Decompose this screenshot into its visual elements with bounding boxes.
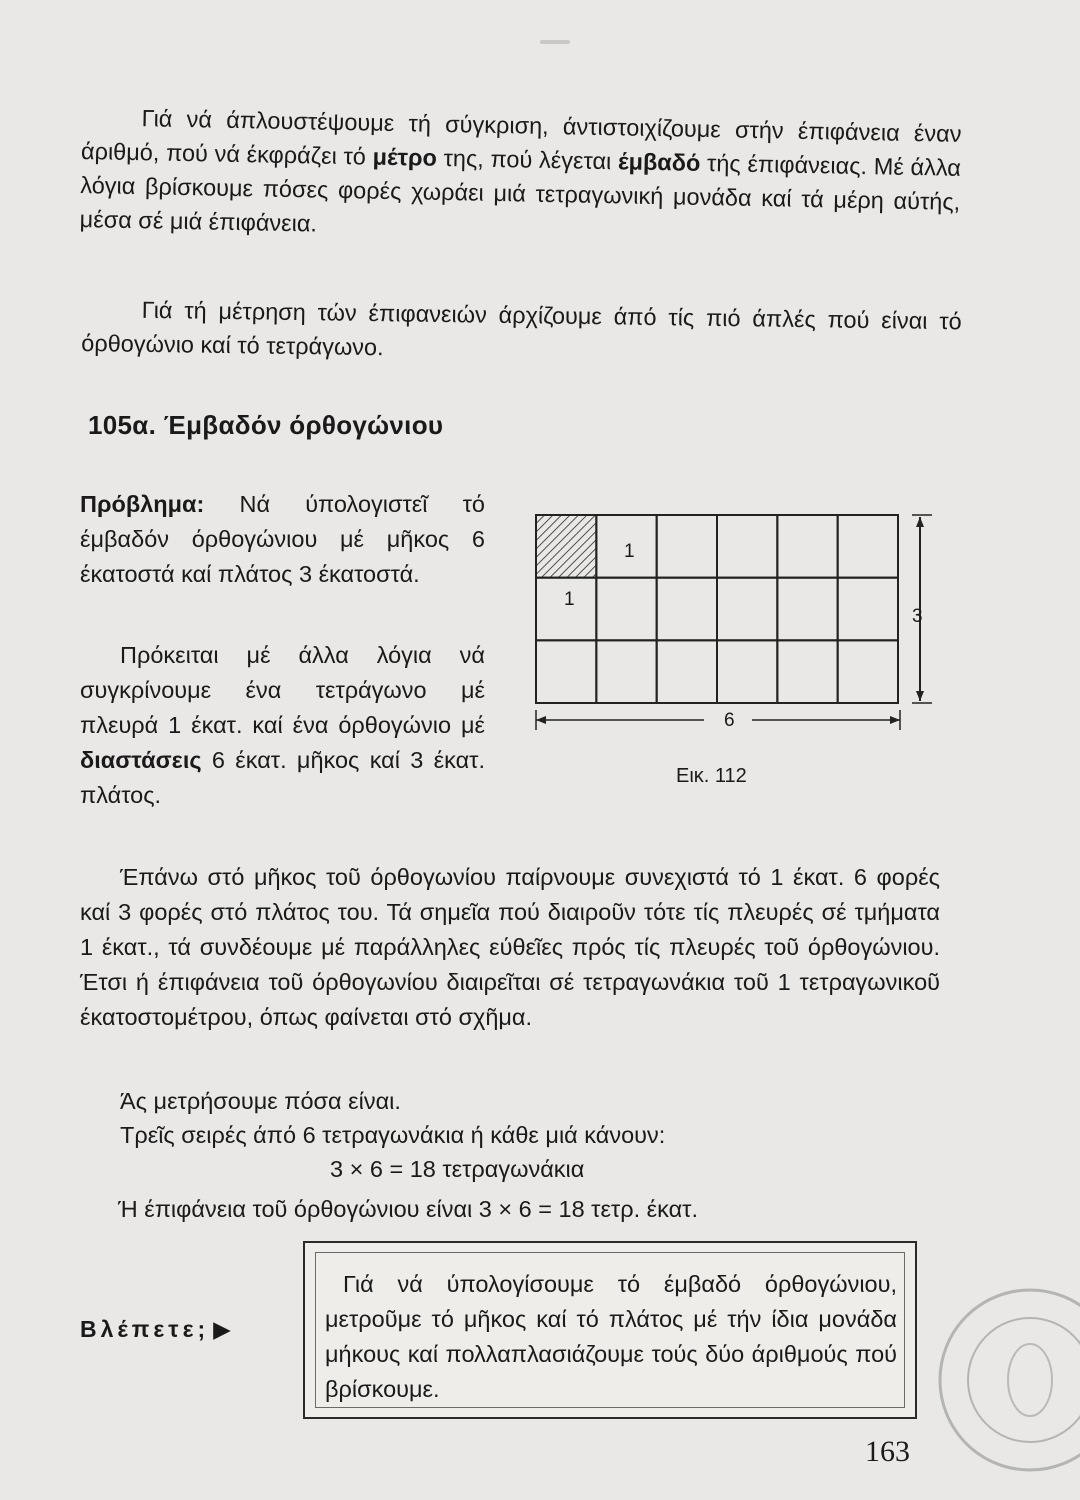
grid-cell xyxy=(657,640,717,703)
intro-paragraph-1 xyxy=(79,100,961,253)
grid-cell xyxy=(838,515,898,578)
equation-line: 3 × 6 = 18 τετραγωνάκια xyxy=(330,1156,585,1182)
unit-top-label: 1 xyxy=(624,541,635,562)
intro-text: της, πού λέγεται xyxy=(436,144,619,175)
show-through-mark xyxy=(540,40,570,44)
grid-group xyxy=(536,515,898,703)
explanation-text: Πρόκειται μέ άλλα λόγια νά συγκρίνουμε ένα τετράγωνο μέ πλευρά 1 έκατ. καί ένα όρθογώνιο μέ xyxy=(80,642,485,738)
page-number: 163 xyxy=(865,1435,910,1468)
width-label: 6 xyxy=(724,710,735,731)
figure-caption: Εικ. 112 xyxy=(676,765,747,787)
grid-cell xyxy=(536,640,596,703)
grid-cell xyxy=(717,578,777,641)
explanation-paragraph-1 xyxy=(80,638,485,813)
library-stamp xyxy=(930,1280,1080,1480)
arrow-right-icon: ▶ xyxy=(213,1316,235,1342)
unit-square-cell xyxy=(536,515,596,578)
grid-cell xyxy=(777,515,837,578)
intro-text: Γιά νά άπλουστέψουμε τή σύγκριση, άντιστοιχίζουμε στήν έπιφάνεια έναν άριθμό, πού νά έκφράζει τό xyxy=(80,105,962,170)
see-callout xyxy=(80,1316,235,1343)
rule-box xyxy=(303,1241,917,1419)
problem-label: Πρόβλημα: xyxy=(80,491,205,517)
unit-side-label: 1 xyxy=(564,589,575,610)
grid-cell xyxy=(596,578,656,641)
grid-cell xyxy=(777,578,837,641)
term-diastaseis: διαστάσεις xyxy=(80,747,202,773)
see-label: Βλέπετε; xyxy=(80,1316,210,1342)
grid-cell xyxy=(717,640,777,703)
figure-rectangle-grid xyxy=(520,505,940,740)
grid-cell xyxy=(838,578,898,641)
height-label: 3 xyxy=(912,606,923,627)
problem-statement xyxy=(80,487,485,592)
grid-cell xyxy=(777,640,837,703)
grid-cell xyxy=(657,578,717,641)
width-dimension xyxy=(536,710,900,730)
rule-text: Γιά νά ύπολογίσουμε τό έμβαδό όρθογώνιου, μετροῦμε τό μῆκος καί τό πλάτος μέ τήν ίδια μονάδα μήκους καί πολλαπλασιάζουμε τούς δύο άριθμούς πού βρίσκουμε. xyxy=(325,1271,897,1402)
grid-cell xyxy=(596,640,656,703)
intro-paragraph-2: Γιά τή μέτρηση τών έπιφανειών άρχίζουμε άπό τίς πιό άπλές πού είναι τό όρθογώνιο καί τό τετράγωνο. xyxy=(81,296,962,361)
grid-cell xyxy=(657,515,717,578)
grid-cell xyxy=(717,515,777,578)
explanation-text: 6 έκατ. μῆκος καί 3 έκατ. πλάτος. xyxy=(80,747,485,808)
result-line: Ή έπιφάνεια τοῦ όρθογώνιου είναι 3 × 6 = 18 τετρ. έκατ. xyxy=(118,1196,698,1222)
intro-text: τής έπιφάνειας. Μέ άλλα λόγια βρίσκουμε πόσες φορές χωράει μιά τετραγωνική μονάδα καί τά μέρη αύτής, μέσα σέ μιά έπιφάνεια. xyxy=(79,149,962,237)
grid-cell xyxy=(838,640,898,703)
count-line: Άς μετρήσουμε πόσα είναι. xyxy=(120,1088,401,1114)
section-heading: 105α. Έμβαδόν όρθογώνιου xyxy=(88,410,444,440)
term-metro: μέτρο xyxy=(372,143,438,171)
counting-lines xyxy=(120,1084,665,1186)
problem-text: Νά ύπολογιστεῖ τό έμβαδόν όρθογώνιου μέ μῆκος 6 έκατοστά καί πλάτος 3 έκατοστά. xyxy=(80,491,485,587)
rows-line: Τρεῖς σειρές άπό 6 τετραγωνάκια ή κάθε μιά κάνουν: xyxy=(120,1122,666,1148)
explanation-paragraph-2: Έπάνω στό μῆκος τοῦ όρθογωνίου παίρνουμε συνεχιστά τό 1 έκατ. 6 φορές καί 3 φορές στό πλάτος του. Τά σημεῖα πού διαιροῦν τότε τίς πλευρές σέ τμήματα 1 έκατ., τά συνδέουμε μέ παράλληλες εύθεῖες πρός τίς πλευρές τοῦ όρθογώνιου. Έτσι ή έπιφάνεια τοῦ όρθογωνίου διαιρεῖται σέ τετραγωνάκια τοῦ 1 τετραγωνικοῦ έκατοστομέτρου, όπως φαίνεται στό σχῆμα. xyxy=(80,864,940,1030)
term-embado: έμβαδό xyxy=(617,148,701,176)
